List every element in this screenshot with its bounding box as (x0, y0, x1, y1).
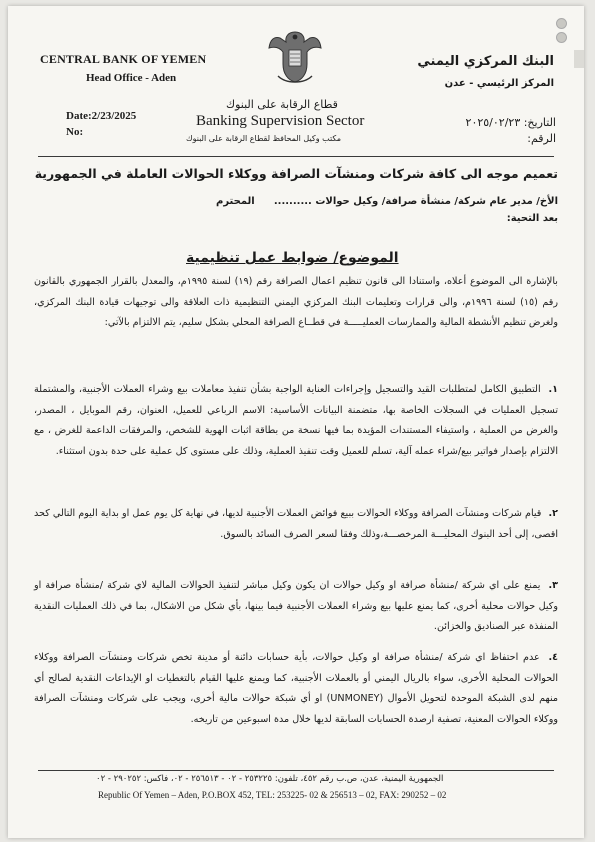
list-item (34, 380, 558, 462)
date-ar: التاريخ: ٢٠٢٥/٠٢/٢٣ (465, 116, 556, 129)
item-text: قيام شركات ومنشآت الصرافة ووكلاء الحوالات ببيع فوائض العملات الأجنبية لديها، في نهاية كل يوم عمل او بداية اليوم التالي كحد اقصى، إلى أحد البنوك المحليـــة المرخصـــة،وذلك وفقا لسعر الصرف السائد بالسوق. (34, 508, 558, 540)
letter-page (8, 6, 584, 838)
ref-number-ar: الرقم: (527, 132, 556, 145)
item-number: ١. (548, 384, 558, 395)
yemen-eagle-emblem-icon (266, 26, 324, 88)
addressee-line: الأخ/ مدير عام شركة/ منشأة صرافة/ وكيل حوالات .......... (273, 196, 558, 207)
footer-address-en: Republic Of Yemen – Aden, P.O.BOX 452, TEL: 253225- 02 & 256513 – 02, FAX: 290252 – 02 (98, 790, 447, 800)
header-divider (38, 156, 554, 157)
footer-divider (38, 770, 554, 771)
item-number: ٣. (548, 580, 558, 591)
punch-hole-mark (556, 18, 567, 29)
sector-name-ar: قطاع الرقابة على البنوك (226, 98, 338, 111)
intro-paragraph: بالإشارة الى الموضوع أعلاه، واستنادا الى قانون تنظيم اعمال الصرافة رقم (١٩) لسنة ١٩٩٥م، والمعدل بالقرار الجمهوري بالقانون رقم (١٥) لسنة ١٩٩٦م، والى قرارات وتعليمات البنك المركزي اليمني التنظيمية ذات العلاقة والى توجيهات قيادة البنك المركزي، ولغرض تنظيم الأنشطة المالية والممارسات العمليـــــة في قطــاع الصرافة المحلي بشكل سليم، يتم الالتزام بالآتي: (34, 276, 558, 328)
subject-line: الموضوع/ ضوابط عمل تنظيمية (186, 250, 399, 266)
page-edge-tab (574, 50, 584, 68)
office-name-en: Head Office - Aden (86, 72, 177, 84)
footer-address-ar: الجمهورية اليمنية، عدن، ص.ب رقم ٤٥٢، تلفون: ٢٥٣٢٢٥ - ٠٢ - ٢٥٦٥١٣ - ٠٢، فاكس: ٢٩٠٢٥٢ - ٠٢ (96, 774, 444, 784)
punch-hole-mark (556, 32, 567, 43)
item-text: التطبيق الكامل لمتطلبات القيد والتسجيل وإجراءات العناية الواجبة بشأن تنفيذ معاملات بيع وشراء العملات الأجنبية، والمشتملة تسجيل العمليات في السجلات الخاصة بها، متضمنة البيانات الأساسية: الاسم الرباعي للعميل، العنوان، رقم الموبايل ، المصدر، والغرض من العملية ، واستيفاء المستندات المؤيدة بما فيها نسخة من بطاقة اثبات الهوية للشخص، والمرفقات الداعمة للغرض ، مع الالتزام بإصدار فواتير بيع/شراء عمله آلية، تسلم للعميل وقت تنفيذ العملية، وذلك على مستوى كل عملية على حدة بدون استثناء. (34, 384, 558, 457)
bank-name-ar: البنك المركزي اليمني (417, 54, 554, 69)
item-text: يمنع على اي شركة /منشأة صرافة او وكيل حوالات ان يكون وكيل مباشر لتنفيذ الحوالات المالية لاي شركة /منشأة صرافة او وكيل حوالات محلية أخرى، كما يمنع عليها بيع وشراء العملات الأجنبية فيما بينها، بأي شكل من الاشكال، بما في ذلك العمليات النقدية المنفذة عبر الصناديق والخزائن. (34, 580, 558, 632)
list-item (34, 576, 558, 638)
greeting-line: بعد التحية: (506, 213, 558, 224)
circular-title: تعميم موجه الى كافة شركات ومنشآت الصرافة ووكلاء الحوالات العاملة في الجمهورية (34, 166, 558, 181)
ref-number-en: No: (66, 126, 84, 138)
list-item (34, 504, 558, 545)
bank-name-en: CENTRAL BANK OF YEMEN (40, 52, 207, 66)
sector-office-ar: مكتب وكيل المحافظ لقطاع الرقابة على البنوك (186, 134, 342, 143)
office-name-ar: المركز الرئيسي - عدن (444, 78, 554, 89)
salutation-respected: المحترم (216, 196, 255, 207)
item-number: ٤. (548, 652, 558, 663)
date-en: Date:2/23/2025 (66, 110, 137, 122)
sector-name-en: Banking Supervision Sector (196, 113, 365, 129)
list-item (34, 648, 558, 730)
item-number: ٢. (548, 508, 558, 519)
item-text: عدم احتفاظ اي شركة /منشأة صرافة او وكيل حوالات، بأية حسابات دائنة أو مدينة تخص شركات ومنشآت الصرافة ووكلاء الحوالات المحلية الأخرى، سواء بالريال اليمني أو بالعملات الأجنبية، كما ويمنع عليها القيام بالتغطيات او الإيداعات النقدية لصالح أي منهم لدى الشبكة الموحدة لتحويل الأموال (UNMONEY) او أي شبكة حوالات مالية أخرى، ويجب على شركات ومنشآت الصرافة ووكلاء الحوالات المعنية، تصفية ارصدة الحسابات السابقة لديها خلال مدة اسبوعين من تاريخه. (34, 652, 559, 725)
